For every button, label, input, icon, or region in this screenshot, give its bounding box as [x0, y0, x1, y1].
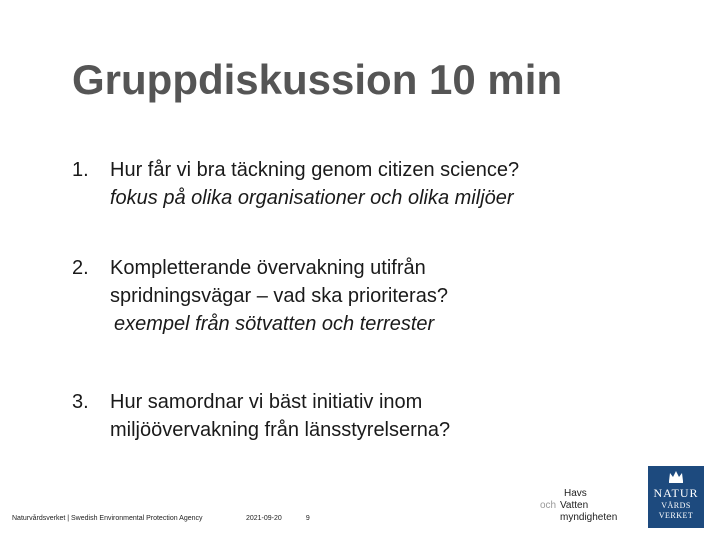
item-text: Kompletterande övervakning utifrån	[110, 257, 426, 279]
havs-och-vattenmyndigheten-logo	[538, 484, 638, 524]
list-item	[72, 254, 448, 338]
logo-text-vatten: Vatten	[560, 500, 589, 511]
item-note: fokus på olika organisationer och olika miljöer	[110, 187, 514, 209]
logo-text-havs: Havs	[564, 488, 587, 499]
list-item	[72, 156, 519, 212]
footer-organization: Naturvårdsverket | Swedish Environmental Protection Agency	[12, 515, 203, 522]
list-item	[72, 388, 450, 444]
item-number: 1.	[72, 159, 89, 181]
item-number: 3.	[72, 391, 89, 413]
item-text: Hur samordnar vi bäst initiativ inom	[110, 391, 423, 413]
logo-text-och: och	[540, 500, 557, 511]
footer-date: 2021-09-20	[245, 515, 282, 522]
naturvardsverket-logo	[648, 466, 704, 528]
item-text: miljöövervakning från länsstyrelserna?	[110, 419, 451, 441]
slide-footer	[12, 515, 310, 522]
item-text: spridningsvägar – vad ska prioriteras?	[110, 285, 448, 307]
slide-title: Gruppdiskussion 10 min	[72, 56, 563, 103]
item-note: exempel från sötvatten och terrester	[114, 313, 435, 335]
crown-icon	[668, 469, 684, 483]
item-text: Hur får vi bra täckning genom citizen science?	[110, 159, 520, 181]
logo-text-myndigheten: myndigheten	[560, 512, 618, 523]
logo-text-vards: VÅRDS	[661, 501, 691, 510]
logo-text-verket: VERKET	[658, 511, 694, 520]
item-number: 2.	[72, 257, 89, 279]
logo-text-natur: NATUR	[653, 486, 699, 500]
page-number: 9	[305, 515, 310, 522]
